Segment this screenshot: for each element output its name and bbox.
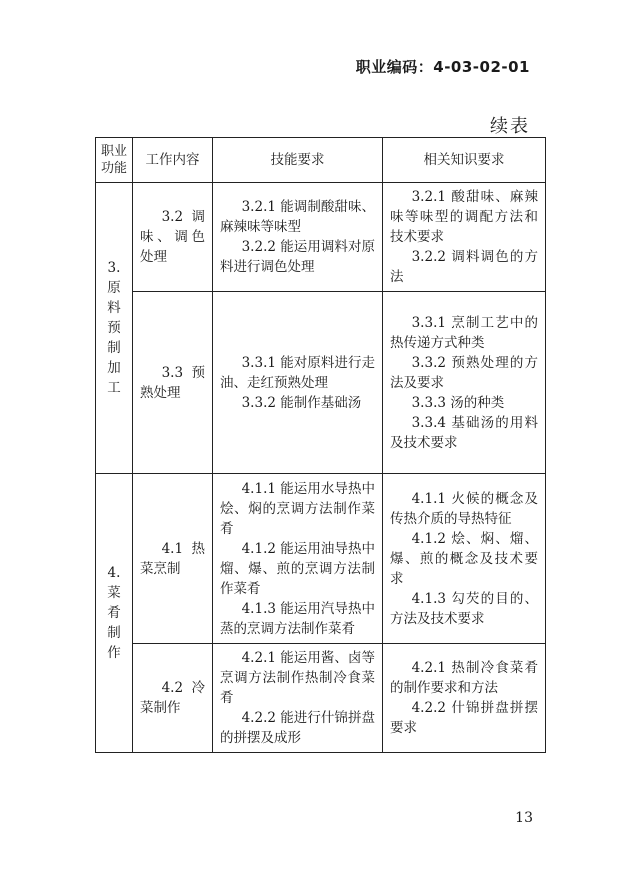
knowledge-cell: 4.2.1 热制冷食菜肴的制作要求和方法 4.2.2 什锦拼盘拼摆要求	[383, 644, 546, 753]
work-cell: 3.3 预熟处理	[133, 292, 213, 474]
table-row	[96, 474, 546, 644]
table-row	[96, 292, 546, 474]
header-knowledge: 相关知识要求	[383, 138, 546, 183]
skills-cell: 3.2.1 能调制酸甜味、麻辣味等味型 3.2.2 能运用调料对原料进行调色处理	[213, 183, 383, 292]
work-cell: 4.1 热菜烹制	[133, 474, 213, 644]
header-work: 工作内容	[133, 138, 213, 183]
skills-cell: 3.3.1 能对原料进行走油、走红预熟处理 3.3.2 能制作基础汤	[213, 292, 383, 474]
header-function: 职业功能	[96, 138, 133, 183]
function-cell: 3. 原 料 预 制 加 工	[96, 183, 133, 474]
work-cell: 4.2 冷菜制作	[133, 644, 213, 753]
table-row	[96, 644, 546, 753]
function-cell: 4. 菜 肴 制 作	[96, 474, 133, 753]
work-cell: 3.2 调味、调色处理	[133, 183, 213, 292]
table-header-row	[96, 138, 546, 183]
knowledge-cell: 3.2.1 酸甜味、麻辣味等味型的调配方法和技术要求 3.2.2 调料调色的方法	[383, 183, 546, 292]
knowledge-cell: 4.1.1 火候的概念及传热介质的导热特征 4.1.2 烩、焖、熘、爆、煎的概念及技术要求 4.1.3 勾芡的目的、方法及技术要求	[383, 474, 546, 644]
table-row	[96, 183, 546, 292]
page-number: 13	[515, 810, 533, 826]
skills-cell: 4.1.1 能运用水导热中烩、焖的烹调方法制作菜肴 4.1.2 能运用油导热中熘、爆、煎的烹调方法制作菜肴 4.1.3 能运用汽导热中蒸的烹调方法制作菜肴	[213, 474, 383, 644]
skill-table	[95, 137, 546, 753]
skills-cell: 4.2.1 能运用酱、卤等烹调方法制作热制冷食菜肴 4.2.2 能进行什锦拼盘的拼摆及成形	[213, 644, 383, 753]
occupation-code: 职业编码：4-03-02-01	[355, 58, 530, 76]
knowledge-cell: 3.3.1 烹制工艺中的热传递方式种类 3.3.2 预熟处理的方法及要求 3.3.3 汤的种类 3.3.4 基础汤的用料及技术要求	[383, 292, 546, 474]
header-skills: 技能要求	[213, 138, 383, 183]
continued-label: 续表	[490, 116, 530, 137]
